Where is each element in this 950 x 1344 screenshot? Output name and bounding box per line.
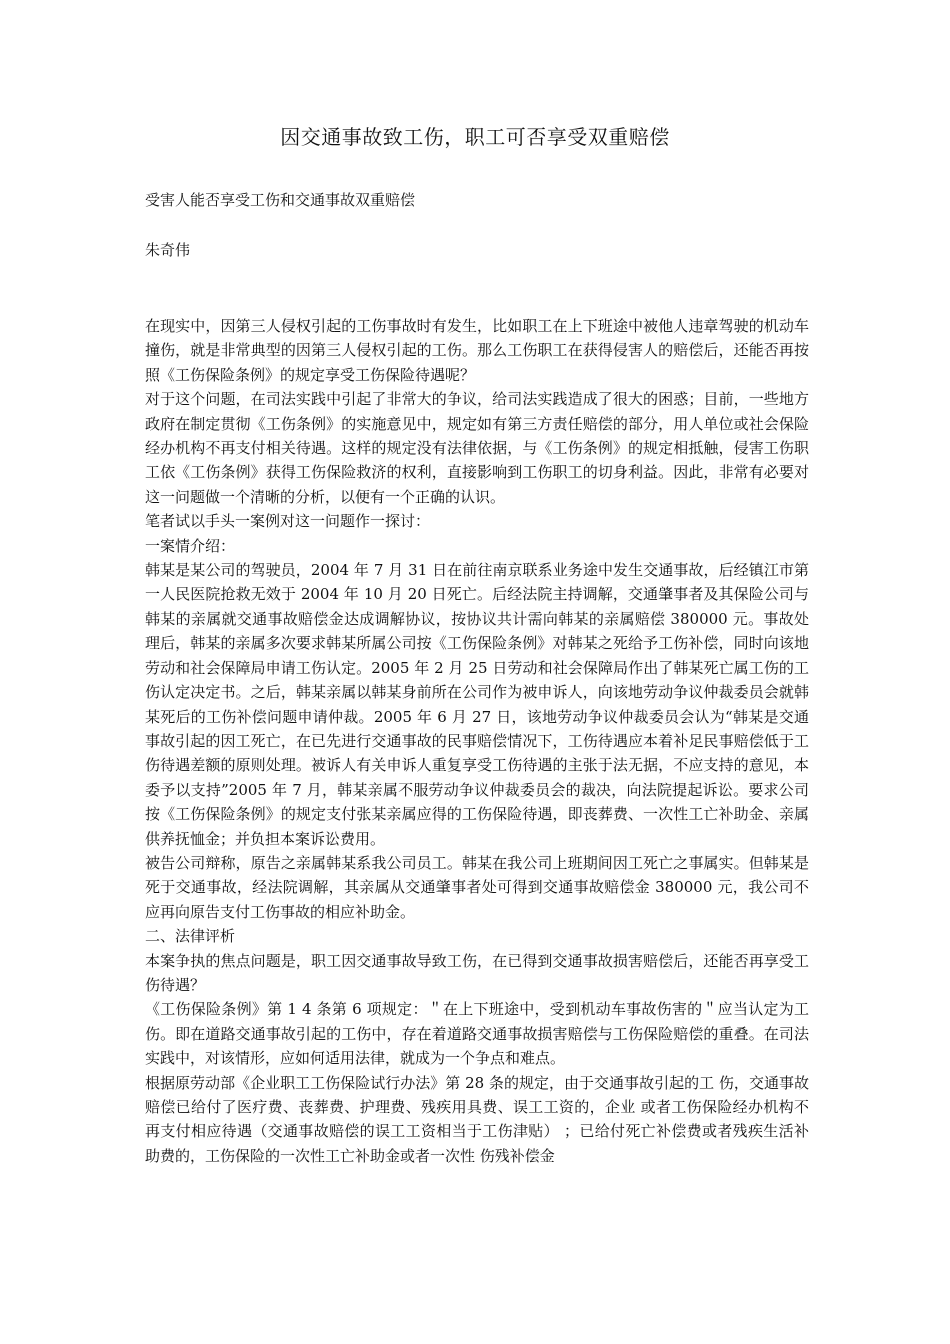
document-title: 因交通事故致工伤，职工可否享受双重赔偿	[280, 125, 670, 149]
paragraph: 笔者试以手头一案例对这一问题作一探讨：	[145, 512, 431, 531]
section-heading: 二、法律评析	[145, 927, 236, 946]
paragraph: 在现实中，因第三人侵权引起的工伤事故时有发生，比如职工在上下班途中被他人违章驾驶的机动车撞伤，就是非常典型的因第三人侵权引起的工伤。那么工伤职工在获得侵害人的赔偿后，还能否再按照《工伤保险条例》的规定享受工伤保险待遇呢？	[145, 317, 809, 384]
document-author: 朱奇伟	[145, 241, 191, 259]
paragraph: 《工伤保险条例》第 1 4 条第 6 项规定：＂在上下班途中，受到机动车事故伤害的＂应当认定为工伤。即在道路交通事故引起的工伤中，存在着道路交通事故损害赔偿与工伤保险赔偿的重叠。在司法实践中，对该情形，应如何适用法律，就成为一个争点和难点。	[145, 1000, 809, 1068]
document-body	[145, 314, 809, 1168]
section-heading: 一案情介绍：	[145, 536, 236, 555]
document-subtitle: 受害人能否享受工伤和交通事故双重赔偿	[145, 191, 416, 209]
paragraph: 本案争执的焦点问题是，职工因交通事故导致工伤，在已得到交通事故损害赔偿后，还能否再享受工伤待遇？	[145, 951, 809, 994]
paragraph: 对于这个问题，在司法实践中引起了非常大的争议，给司法实践造成了很大的困惑；目前，一些地方政府在制定贯彻《工伤条例》的实施意见中，规定如有第三方责任赔偿的部分，用人单位或社会保险经办机构不再支付相关待遇。这样的规定没有法律依据，与《工伤条例》的规定相抵触，侵害工伤职工依《工伤条例》获得工伤保险救济的权利，直接影响到工伤职工的切身利益。因此，非常有必要对这一问题做一个清晰的分析，以便有一个正确的认识。	[145, 390, 809, 506]
paragraph: 韩某是某公司的驾驶员，2004 年 7 月 31 日在前往南京联系业务途中发生交通事故，后经镇江市第一人民医院抢救无效于 2004 年 10 月 20 日死亡。后经法院主持调解，交通肇事者及其保险公司与韩某的亲属就交通事故赔偿金达成调解协议，按协议共计需向韩某的亲属赔偿 380000 元。事故处理后，韩某的亲属多次要求韩某所属公司按《工伤保险条例》对韩某之死给予工伤补偿，同时向该地劳动和社会保障局申请工伤认定。2005 年 2 月 25 日劳动和社会保障局作出了韩某死亡属工伤的工伤认定决定书。之后，韩某亲属以韩某身前所在公司作为被申诉人，向该地劳动争议仲裁委员会就韩某死后的工伤补偿问题申请仲裁。2005 年 6 月 27 日，该地劳动争议仲裁委员会认为“韩某是交通事故引起的因工死亡，在已先进行交通事故的民事赔偿情况下，工伤待遇应本着补足民事赔偿低于工伤待遇差额的原则处理。被诉人有关申诉人重复享受工伤待遇的主张于法无据，不应支持的意见，本委予以支持”2005 年 7 月，韩某亲属不服劳动争议仲裁委员会的裁决，向法院提起诉讼。要求公司按《工伤保险条例》的规定支付张某亲属应得的工伤保险待遇，即丧葬费、一次性工亡补助金、亲属供养抚恤金；并负担本案诉讼费用。	[145, 561, 809, 848]
paragraph: 根据原劳动部《企业职工工伤保险试行办法》第 28 条的规定，由于交通事故引起的工 伤，交通事故赔偿已给付了医疗费、丧葬费、护理费、残疾用具费、误工工资的，企业 或者工伤保险经办机构不再支付相应待遇（交通事故赔偿的误工工资相当于工伤津贴） ；已给付死亡补偿费或者残疾生活补助费的，工伤保险的一次性工亡补助金或者一次性 伤残补偿金	[145, 1073, 809, 1165]
paragraph: 被告公司辩称，原告之亲属韩某系我公司员工。韩某在我公司上班期间因工死亡之事属实。但韩某是死于交通事故，经法院调解，其亲属从交通肇事者处可得到交通事故赔偿金 380000 元，我公司不应再向原告支付工伤事故的相应补助金。	[145, 853, 809, 921]
